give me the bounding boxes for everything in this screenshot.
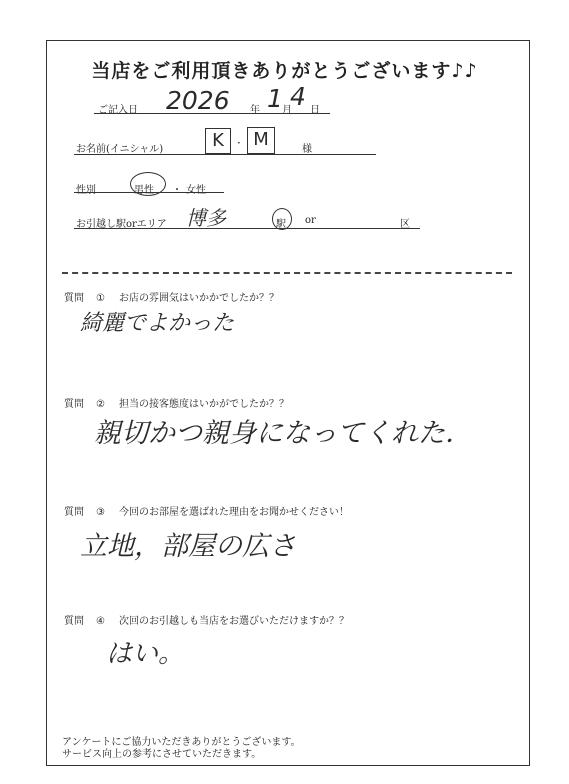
date-month-unit: 月 [282, 105, 292, 116]
question-1 [64, 289, 279, 304]
initial-box-2: M [247, 127, 275, 154]
date-label: ご記入日 [98, 105, 138, 116]
gender-label: 性別 [76, 185, 96, 196]
answer-1: 綺麗でよかった [80, 311, 235, 336]
honorific-suffix: 様 [302, 144, 312, 155]
footer-line-2: サービス向上の参考にさせていただきます。 [62, 749, 262, 760]
form-title: 当店をご利用頂きありがとうございます♪♪ [91, 60, 478, 82]
question-2 [64, 395, 289, 410]
question-2-prefix: 質問 [64, 399, 84, 410]
name-underline [74, 154, 376, 155]
question-2-text: 担当の接客態度はいかがでしたか？？ [118, 399, 289, 410]
question-1-mark: ① [96, 293, 105, 304]
question-3 [64, 503, 349, 518]
date-year-unit: 年 [250, 105, 260, 116]
area-underline [74, 228, 420, 229]
date-day-value: 4 [290, 82, 306, 111]
date-day-unit: 日 [310, 105, 320, 116]
gender-underline [74, 192, 224, 193]
question-3-mark: ③ [96, 507, 105, 518]
question-4-text: 次回のお引越しも当店をお選びいただけますか？？ [118, 616, 349, 627]
date-month-value: 1 [267, 84, 283, 113]
initial-box-1: K [205, 128, 231, 154]
question-3-text: 今回のお部屋を選ばれた理由をお聞かせください！ [118, 507, 349, 518]
answer-4: はい。 [106, 639, 185, 669]
area-label: お引越し駅orエリア [76, 219, 167, 230]
gender-separator: ・ [172, 185, 182, 196]
question-1-text: お店の雰囲気はいかかでしたか？？ [118, 293, 279, 304]
date-year-value: 2026 [166, 86, 230, 115]
gender-female-option: 女性 [186, 185, 206, 196]
question-1-prefix: 質問 [64, 293, 84, 304]
area-or: or [305, 215, 316, 226]
section-divider [62, 272, 512, 274]
station-unit: 駅 [276, 219, 286, 230]
initial-separator: · [237, 136, 241, 150]
question-2-mark: ② [96, 399, 105, 410]
footer-line-1: アンケートにご協力いただきありがとうございます。 [62, 737, 301, 748]
date-underline [94, 113, 330, 114]
area-station-value: 博多 [186, 206, 226, 230]
gender-male-option: 男性 [134, 185, 154, 196]
question-4-prefix: 質問 [64, 616, 84, 627]
question-4-mark: ④ [96, 616, 105, 627]
question-3-prefix: 質問 [64, 507, 84, 518]
answer-3: 立地，部屋の広さ [80, 531, 296, 562]
answer-2: 親切かつ親身になってくれた． [94, 418, 472, 449]
ward-unit: 区 [400, 219, 410, 230]
question-4 [64, 612, 349, 627]
station-selected-circle [272, 208, 292, 230]
name-label: お名前(イニシャル) [76, 144, 164, 155]
